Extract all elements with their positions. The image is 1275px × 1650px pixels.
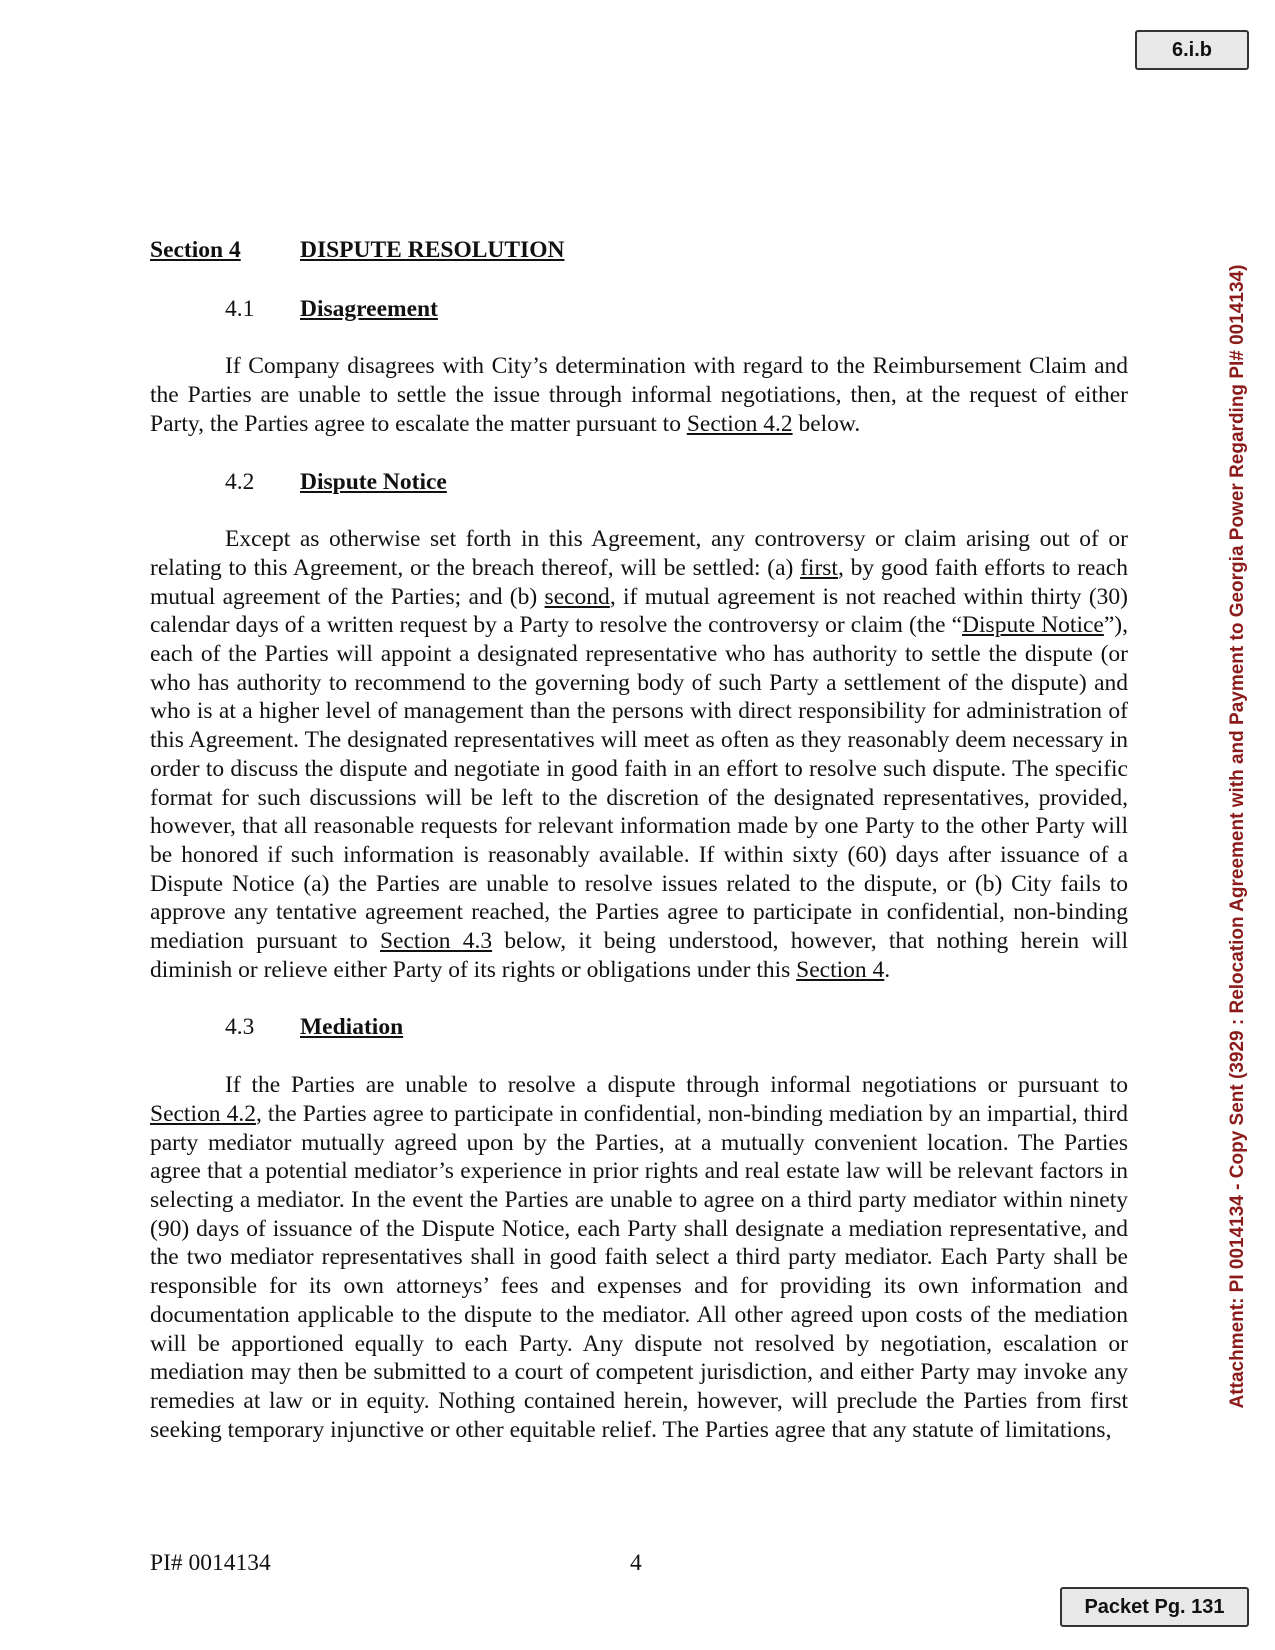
packet-page-tag: Packet Pg. 131 [1060, 1587, 1249, 1627]
document-body [150, 236, 1128, 1473]
footer-pi-number: PI# 0014134 [150, 1550, 271, 1576]
section-4-3-reference: Section 4.3 [379, 928, 493, 955]
dispute-notice-term: Dispute Notice [962, 612, 1104, 639]
subsection-number: 4.2 [225, 468, 255, 495]
section-title: DISPUTE RESOLUTION [300, 237, 565, 263]
subsection-title: Mediation [300, 1014, 404, 1041]
section-4-2-reference: Section 4.2 [150, 1100, 256, 1127]
first-term: first [800, 554, 838, 581]
agenda-item-tag: 6.i.b [1135, 30, 1249, 70]
second-term: second [544, 583, 610, 610]
section-4-2-reference: Section 4.2 [686, 410, 793, 437]
subsection-title: Disagreement [300, 295, 438, 322]
subsection-title: Dispute Notice [300, 468, 447, 495]
subsection-4-3-heading [150, 1013, 1128, 1042]
dispute-notice-paragraph: Except as otherwise set forth in this Agreement, any controversy or claim arising out of or relating to this Agreement, or the breach thereof, will be settled: (a) first, by good faith efforts to reach mutual agreement of the Parties; and (b) second, if mutual agreement is not reached within thirty (30) calendar days of a written request by a Party to resolve the controversy or claim (the “Dispute Notice”), each of the Parties will appoint a designated representative who has authority to settle the dispute (or who has authority to recommend to the governing body of such Party a settlement of the dispute) and who is at a higher level of management than the persons with direct responsibility for administration of this Agreement. The designated representatives will meet as often as they reasonably deem necessary in order to discuss the dispute and negotiate in good faith in an effort to resolve such dispute. The specific format for such discussions will be left to the discretion of the designated representatives, provided, however, that all reasonable requests for relevant information made by one Party to the other Party will be honored if such information is reasonably available. If within sixty (60) days after issuance of a Dispute Notice (a) the Parties are unable to resolve issues related to the dispute, or (b) City fails to approve any tentative agreement reached, the Parties agree to participate in confidential, non-binding mediation pursuant to Section 4.3 below, it being understood, however, that nothing herein will diminish or relieve either Party of its rights or obligations under this Section 4. [150, 526, 1129, 983]
section-number: Section 4 [150, 237, 241, 263]
subsection-4-2-heading [150, 468, 1128, 497]
section-heading [150, 236, 1128, 265]
subsection-number: 4.3 [225, 1014, 255, 1041]
disagreement-paragraph: If Company disagrees with City’s determination with regard to the Reimbursement Claim and the Parties are unable to settle the issue through informal negotiations, then, at the request of either Party, the Parties agree to escalate the matter pursuant to Section 4.2 below. [150, 353, 1128, 437]
subsection-number: 4.1 [225, 295, 255, 322]
mediation-paragraph: If the Parties are unable to resolve a dispute through informal negotiations or pursuant to Section 4.2, the Parties agree to participate in confidential, non-binding mediation by an impartial, third party mediator mutually agreed upon by the Parties, at a mutually convenient location. The Parties agree that a potential mediator’s experience in prior rights and real estate law will be relevant factors in selecting a mediator. In the event the Parties are unable to agree on a third party mediator within ninety (90) days of issuance of the Dispute Notice, each Party shall designate a mediation representative, and the two mediator representatives shall in good faith select a third party mediator. Each Party shall be responsible for its own attorneys’ fees and expenses and for providing its own information and documentation applicable to the dispute to the mediator. All other agreed upon costs of the mediation will be apportioned equally to each Party. Any dispute not resolved by negotiation, escalation or mediation may then be submitted to a court of competent jurisdiction, and either Party may invoke any remedies at law or in equity. Nothing contained herein, however, will preclude the Parties from first seeking temporary injunctive or other equitable relief. The Parties agree that any statute of limitations, [150, 1072, 1128, 1443]
section-4-reference: Section 4 [796, 956, 885, 983]
subsection-4-1-heading [150, 295, 1128, 324]
attachment-sidebar-note: Attachment: PI 0014134 - Copy Sent (3929 : Relocation Agreement with and Payment to Georgia Power Regarding PI# 0014134) [1227, 264, 1248, 1409]
page-number: 4 [630, 1550, 642, 1576]
